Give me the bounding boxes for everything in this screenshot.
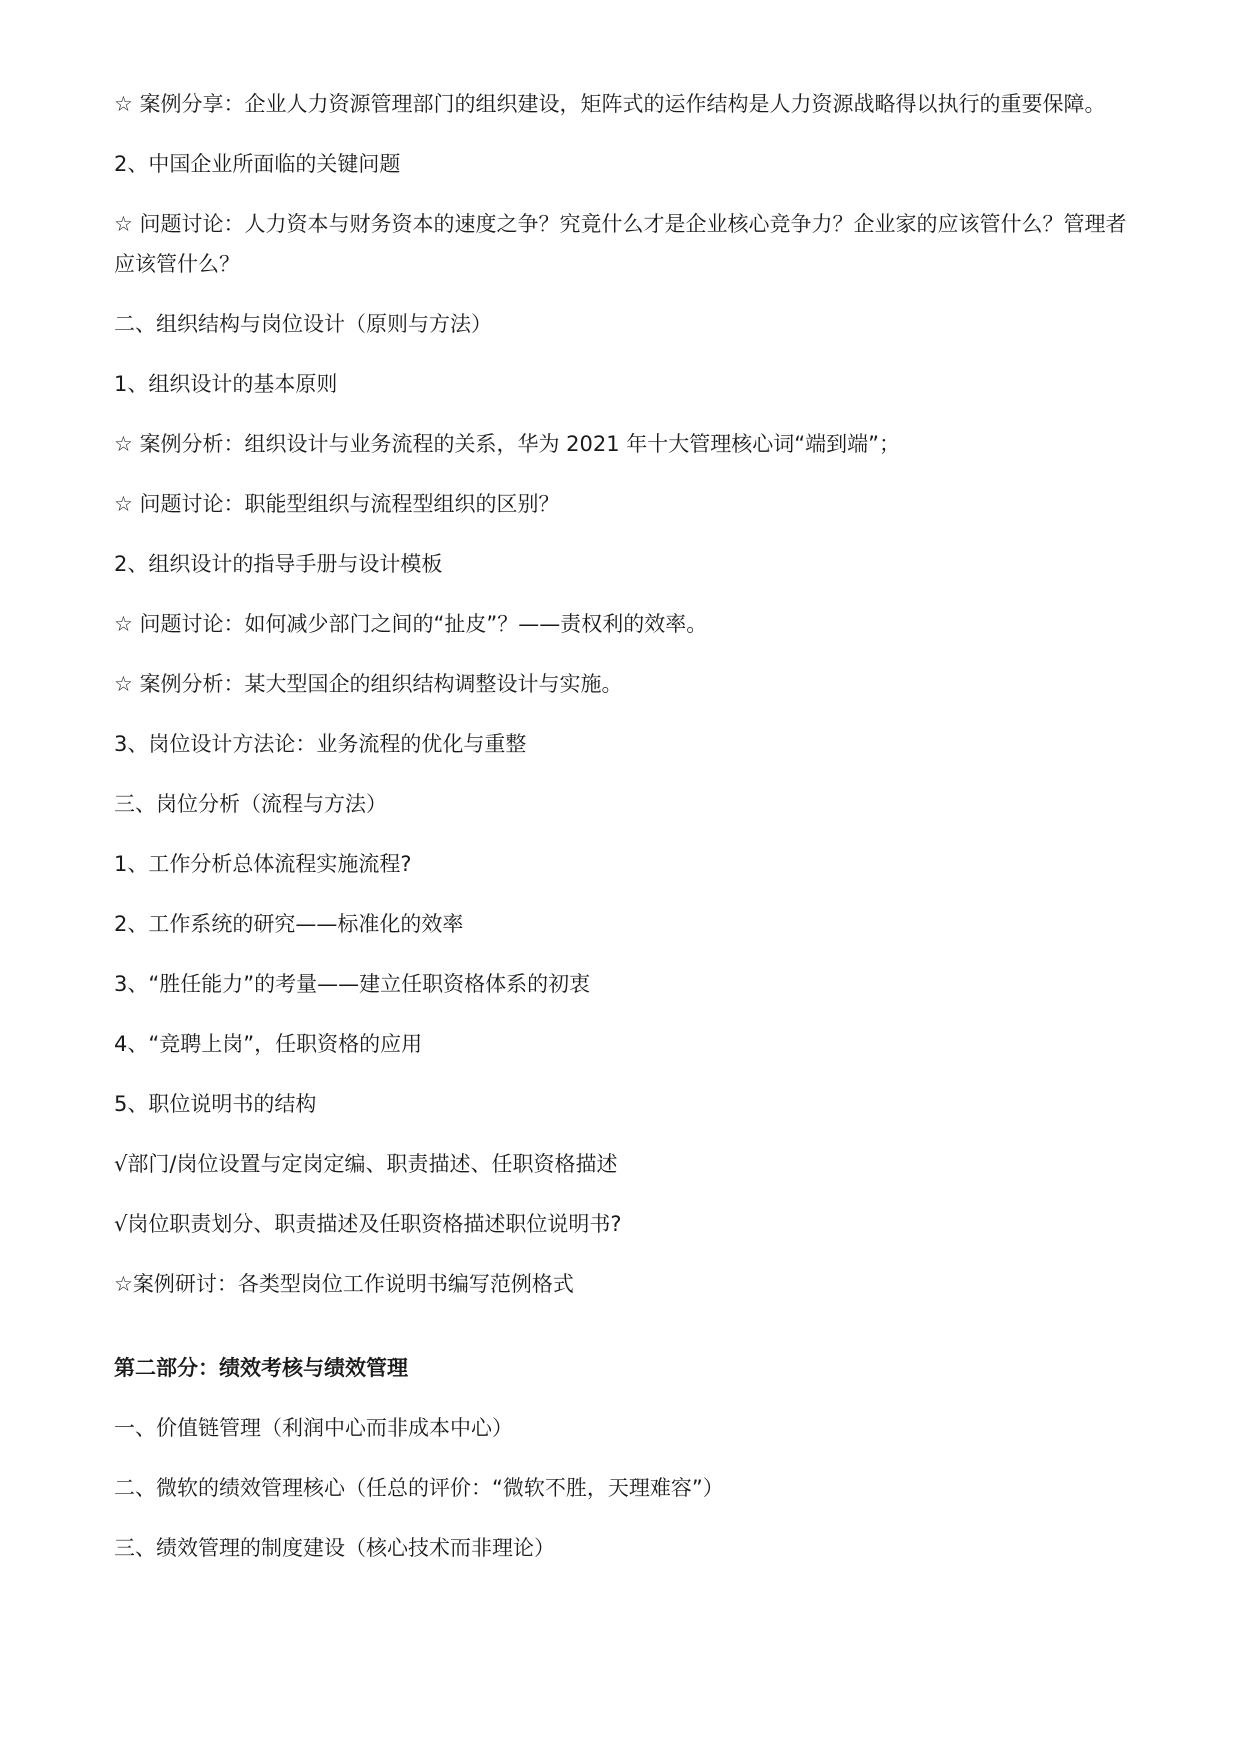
org-design-principles-heading: 1、组织设计的基本原则 bbox=[114, 372, 338, 396]
org-design-manual-heading: 2、组织设计的指导手册与设计模板 bbox=[114, 552, 443, 576]
case-analysis-huawei: ☆ 案例分析：组织设计与业务流程的关系，华为 2021 年十大管理核心词“端到端”； bbox=[114, 432, 901, 456]
checkmark-item-duty-division: √岗位职责划分、职责描述及任职资格描述职位说明书? bbox=[114, 1212, 622, 1236]
checkmark-item-dept-setup: √部门/岗位设置与定岗定编、职责描述、任职资格描述 bbox=[114, 1152, 618, 1176]
performance-system-heading: 三、绩效管理的制度建设（核心技术而非理论） bbox=[114, 1536, 555, 1560]
microsoft-performance-heading: 二、微软的绩效管理核心（任总的评价：“微软不胜，天理难容”） bbox=[114, 1476, 724, 1500]
job-analysis-process-item: 1、工作分析总体流程实施流程? bbox=[114, 852, 412, 876]
work-system-research-item: 2、工作系统的研究——标准化的效率 bbox=[114, 912, 464, 936]
case-analysis-soe: ☆ 案例分析：某大型国企的组织结构调整设计与实施。 bbox=[114, 672, 623, 696]
part-two-heading: 第二部分：绩效考核与绩效管理 bbox=[114, 1356, 408, 1380]
document-page bbox=[114, 84, 1134, 1588]
case-share-paragraph: ☆ 案例分享：企业人力资源管理部门的组织建设，矩阵式的运作结构是人力资源战略得以执行的重要保障。 bbox=[114, 92, 1106, 116]
discussion-paragraph: ☆ 问题讨论：人力资本与财务资本的速度之争？究竟什么才是企业核心竞争力？企业家的应该管什么？管理者应该管什么？ bbox=[114, 212, 1127, 276]
section-heading-org-structure: 二、组织结构与岗位设计（原则与方法） bbox=[114, 312, 492, 336]
value-chain-heading: 一、价值链管理（利润中心而非成本中心） bbox=[114, 1416, 513, 1440]
discussion-functional-vs-process: ☆ 问题讨论：职能型组织与流程型组织的区别？ bbox=[114, 492, 560, 516]
case-study-job-description: ☆案例研讨：各类型岗位工作说明书编写范例格式 bbox=[114, 1272, 574, 1296]
key-issues-heading: 2、中国企业所面临的关键问题 bbox=[114, 152, 401, 176]
competency-item: 3、“胜任能力”的考量——建立任职资格体系的初衷 bbox=[114, 972, 591, 996]
job-description-structure-item: 5、职位说明书的结构 bbox=[114, 1092, 317, 1116]
section-heading-job-analysis: 三、岗位分析（流程与方法） bbox=[114, 792, 387, 816]
discussion-reduce-friction: ☆ 问题讨论：如何减少部门之间的“扯皮”？——责权利的效率。 bbox=[114, 612, 708, 636]
competitive-hiring-item: 4、“竞聘上岗”，任职资格的应用 bbox=[114, 1032, 423, 1056]
job-design-methodology-heading: 3、岗位设计方法论：业务流程的优化与重整 bbox=[114, 732, 527, 756]
